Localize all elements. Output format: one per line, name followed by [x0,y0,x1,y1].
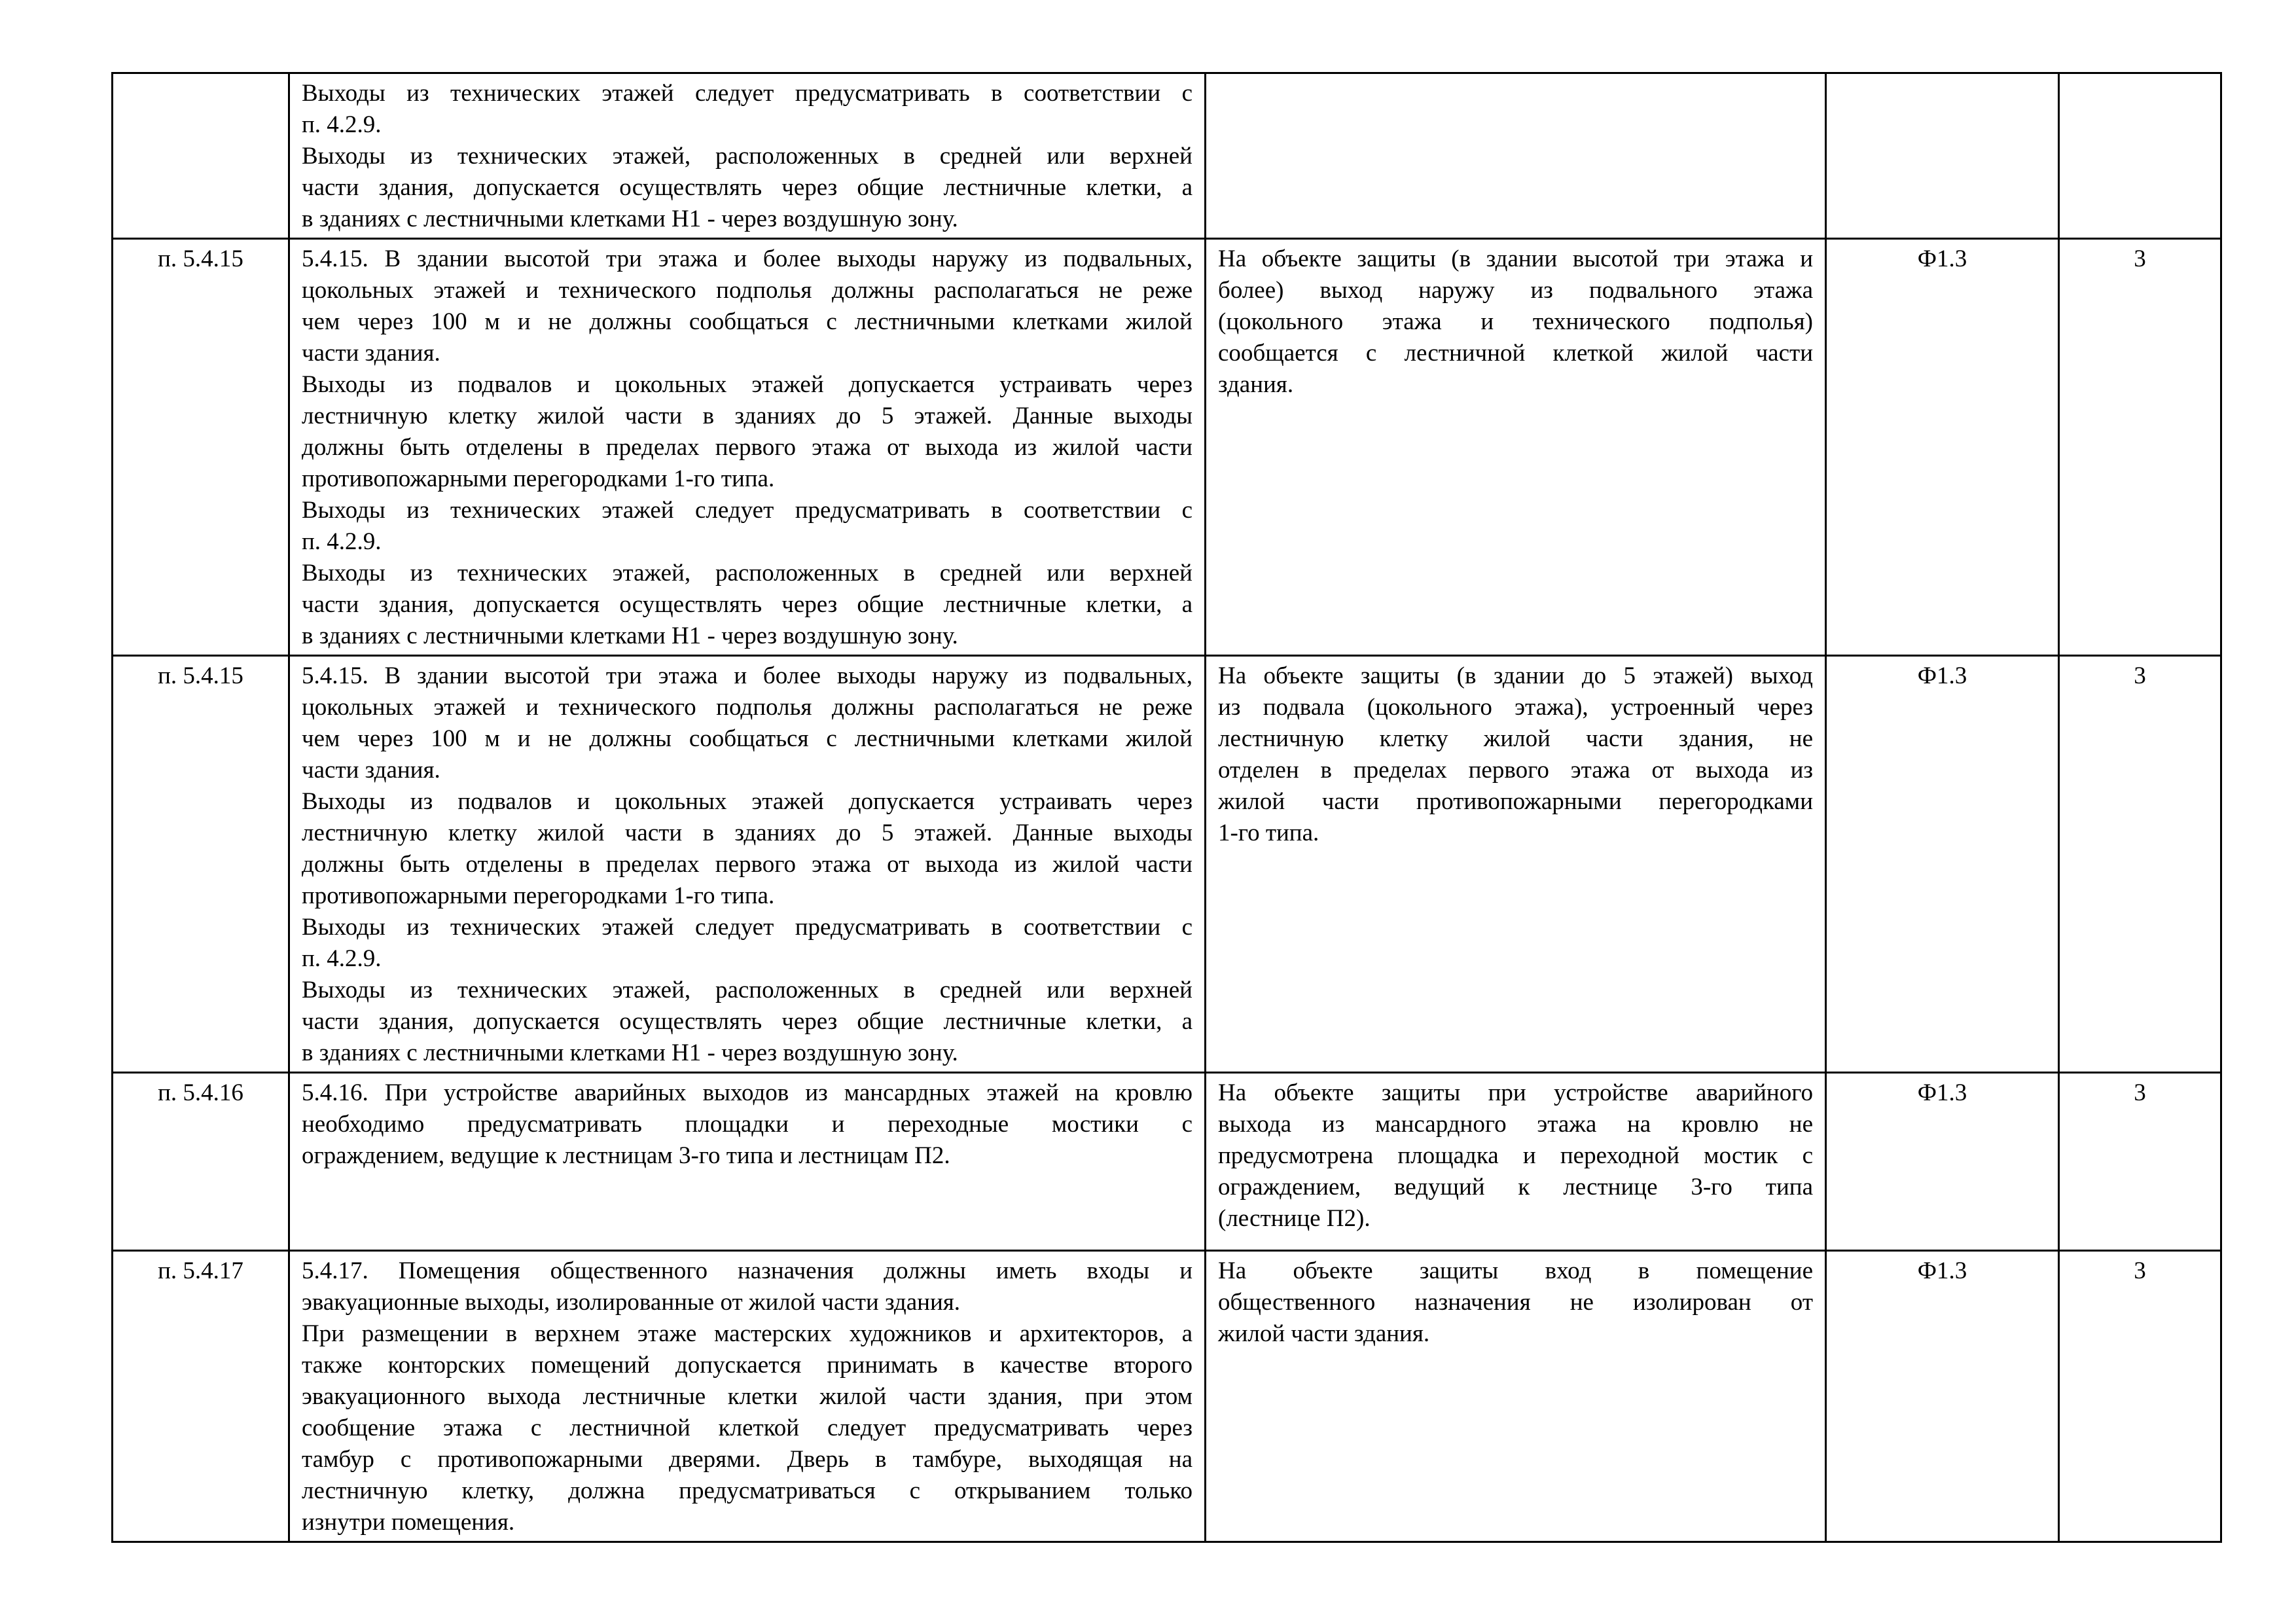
requirement-line: цокольных этажей и технического подполья должны располагаться не реже [302,277,1193,304]
requirement-cell [289,73,1206,239]
count-cell: 3 [2059,1073,2221,1251]
requirement-line: части здания, допускается осуществлять через общие лестничные клетки, а [302,591,1193,618]
table-row [113,656,2221,1073]
count-cell: 3 [2059,239,2221,656]
violation-line: из подвала (цокольного этажа), устроенный через [1218,694,1813,721]
requirement-line: тамбур с противопожарными дверями. Дверь в тамбуре, выходящая на [302,1446,1193,1473]
requirement-line: 5.4.17. Помещения общественного назначения должны иметь входы и [302,1257,1193,1284]
violation-line: жилой части противопожарными перегородками [1218,788,1813,815]
requirement-line: части здания. [302,340,440,367]
violations-table-body [113,73,2221,1542]
requirement-cell [289,1251,1206,1542]
violation-line: На объекте защиты (в здании до 5 этажей) выход [1218,662,1813,689]
requirement-line: части здания, допускается осуществлять через общие лестничные клетки, а [302,174,1193,201]
violation-line: более) выход наружу из подвального этажа [1218,277,1813,304]
requirement-line: чем через 100 м и не должны сообщаться с лестничными клетками жилой [302,725,1193,752]
requirement-line: лестничную клетку жилой части в зданиях до 5 этажей. Данные выходы [302,820,1193,846]
violation-line: На объекте защиты (в здании высотой три этажа и [1218,245,1813,272]
requirement-line: должны быть отделены в пределах первого этажа от выхода из жилой части [302,851,1193,878]
requirement-cell [289,1073,1206,1251]
requirement-line: п. 4.2.9. [302,111,382,138]
count-cell: 3 [2059,656,2221,1073]
requirement-line: лестничную клетку жилой части в зданиях до 5 этажей. Данные выходы [302,403,1193,429]
violation-line: сообщается с лестничной клеткой жилой части [1218,340,1813,367]
requirement-line: в зданиях с лестничными клетками Н1 - через воздушную зону. [302,1039,958,1066]
requirement-line: Выходы из технических этажей, расположенных в средней или верхней [302,560,1193,586]
requirement-line: в зданиях с лестничными клетками Н1 - через воздушную зону. [302,206,958,232]
requirement-line: чем через 100 м и не должны сообщаться с лестничными клетками жилой [302,308,1193,335]
violation-line: общественного назначения не изолирован от [1218,1289,1813,1316]
violation-line: предусмотрена площадка и переходной мостик с [1218,1142,1813,1169]
violation-line: На объекте защиты вход в помещение [1218,1257,1813,1284]
violation-line: На объекте защиты при устройстве аварийного [1218,1079,1813,1106]
requirement-line: Выходы из подвалов и цокольных этажей допускается устраивать через [302,371,1193,398]
requirement-line: эвакуационные выходы, изолированные от жилой части здания. [302,1289,961,1316]
functional-class-cell: Ф1.3 [1826,656,2059,1073]
requirement-line: п. 4.2.9. [302,528,382,555]
violation-cell [1206,1251,1826,1542]
functional-class-cell [1826,73,2059,239]
requirement-cell [289,239,1206,656]
norm-reference-cell [113,73,289,239]
count-cell [2059,73,2221,239]
table-row [113,239,2221,656]
requirement-line: Выходы из технических этажей следует предусматривать в соответствии с [302,80,1193,107]
requirement-line: части здания. [302,757,440,784]
violation-cell [1206,239,1826,656]
requirement-line: необходимо предусматривать площадки и переходные мостики с [302,1111,1193,1138]
requirement-cell [289,656,1206,1073]
functional-class-cell: Ф1.3 [1826,239,2059,656]
violations-table [111,72,2222,1543]
requirement-line: Выходы из подвалов и цокольных этажей допускается устраивать через [302,788,1193,815]
requirement-line: Выходы из технических этажей следует предусматривать в соответствии с [302,914,1193,941]
requirement-line: Выходы из технических этажей следует предусматривать в соответствии с [302,497,1193,524]
violation-line: выхода из мансардного этажа на кровлю не [1218,1111,1813,1138]
requirement-line: п. 4.2.9. [302,945,382,972]
norm-reference-cell: п. 5.4.15 [113,656,289,1073]
table-row [113,73,2221,239]
violation-cell [1206,73,1826,239]
violation-line: лестничную клетку жилой части здания, не [1218,725,1813,752]
violation-line: 1-го типа. [1218,820,1319,846]
requirement-line: противопожарными перегородками 1-го типа. [302,882,775,909]
requirement-line: сообщение этажа с лестничной клеткой следует предусматривать через [302,1415,1193,1441]
count-cell: 3 [2059,1251,2221,1542]
requirement-line: эвакуационного выхода лестничные клетки жилой части здания, при этом [302,1383,1193,1410]
functional-class-cell: Ф1.3 [1826,1251,2059,1542]
requirement-line: ограждением, ведущие к лестницам 3-го типа и лестницам П2. [302,1142,950,1169]
norm-reference-cell: п. 5.4.17 [113,1251,289,1542]
norm-reference-cell: п. 5.4.15 [113,239,289,656]
requirement-line: части здания, допускается осуществлять через общие лестничные клетки, а [302,1008,1193,1035]
requirement-line: должны быть отделены в пределах первого этажа от выхода из жилой части [302,434,1193,461]
violation-line: жилой части здания. [1218,1320,1430,1347]
violation-cell [1206,656,1826,1073]
requirement-line: Выходы из технических этажей, расположенных в средней или верхней [302,977,1193,1003]
requirement-line: противопожарными перегородками 1-го типа. [302,465,775,492]
requirement-line: Выходы из технических этажей, расположенных в средней или верхней [302,143,1193,170]
violation-line: ограждением, ведущий к лестнице 3-го типа [1218,1174,1813,1200]
table-row [113,1251,2221,1542]
violation-cell [1206,1073,1826,1251]
requirement-line: 5.4.16. При устройстве аварийных выходов из мансардных этажей на кровлю [302,1079,1193,1106]
requirement-line: 5.4.15. В здании высотой три этажа и более выходы наружу из подвальных, [302,662,1193,689]
requirement-line: цокольных этажей и технического подполья должны располагаться не реже [302,694,1193,721]
norm-reference-cell: п. 5.4.16 [113,1073,289,1251]
violation-line: здания. [1218,371,1294,398]
requirement-line: также конторских помещений допускается принимать в качестве второго [302,1352,1193,1379]
violation-line: (цокольного этажа и технического подполья) [1218,308,1813,335]
requirement-line: в зданиях с лестничными клетками Н1 - через воздушную зону. [302,623,958,649]
violation-line: (лестнице П2). [1218,1205,1371,1232]
requirement-line: лестничную клетку, должна предусматриваться с открыванием только [302,1477,1193,1504]
requirement-line: 5.4.15. В здании высотой три этажа и более выходы наружу из подвальных, [302,245,1193,272]
violation-line: отделен в пределах первого этажа от выхода из [1218,757,1813,784]
table-row [113,1073,2221,1251]
requirement-line: При размещении в верхнем этаже мастерских художников и архитекторов, а [302,1320,1193,1347]
functional-class-cell: Ф1.3 [1826,1073,2059,1251]
requirement-line: изнутри помещения. [302,1509,515,1536]
